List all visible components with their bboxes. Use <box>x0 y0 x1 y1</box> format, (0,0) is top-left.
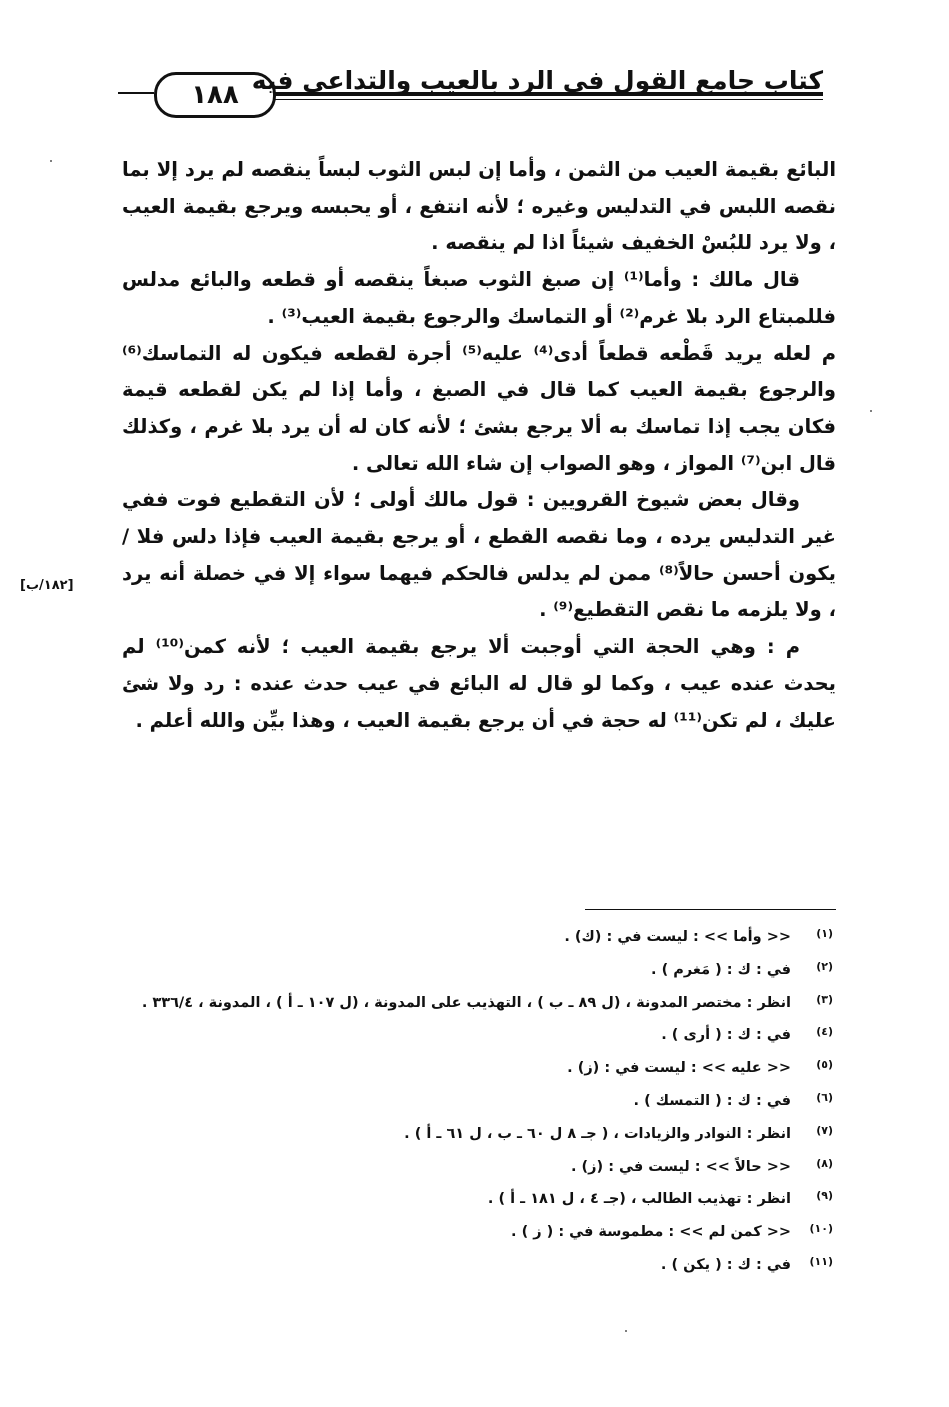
book-title: كتاب جامع القول في الرد بالعيب والتداعي فيه <box>251 66 823 95</box>
footnote <box>140 1085 833 1118</box>
paragraph: قال مالك : وأما⁽¹⁾ إن صبغ الثوب صبغاً ينقصه أو قطعه والبائع مدلس فللمبتاع الرد بلا غرم⁽²⁾ أو التماسك والرجوع بقيمة العيب⁽³⁾ . <box>122 268 836 328</box>
header-rule-left <box>118 92 154 94</box>
paragraph: البائع بقيمة العيب من الثمن ، وأما إن لبس الثوب لبساً ينقصه لم يرد إلا بما نقصه اللبس في التدليس وغيره ؛ لأنه انتفع ، أو يحبسه ويرجع بقيمة العيب ، ولا يرد للبُسْ الخفيف شيئاً اذا لم ينقصه . <box>122 158 836 255</box>
footnote <box>140 1118 833 1151</box>
footnote-number: (٤) <box>816 1025 833 1039</box>
paragraph: م : وهي الحجة التي أوجبت ألا يرجع بقيمة العيب ؛ لأنه كمن⁽¹⁰⁾ لم يحدث عنده عيب ، وكما لو قال له البائع في عيب حدث عنده : رد ولا شئ عليك ، لم تكن⁽¹¹⁾ له حجة في أن يرجع بقيمة العيب ، وهذا بيِّن والله أعلم . <box>122 635 836 732</box>
footnote-separator <box>585 909 836 910</box>
footnotes <box>140 921 833 1282</box>
footnote <box>140 954 833 987</box>
scan-speck <box>870 410 872 412</box>
footnote <box>140 1019 833 1052</box>
footnote-number: (٢) <box>816 959 833 973</box>
footnote-number: (٨) <box>816 1156 833 1170</box>
footnote <box>140 1183 833 1216</box>
manuscript-folio-note: [١٨٢/ب] <box>20 578 74 593</box>
footnote-text: << وأما >> : ليست في : (ك) . <box>564 929 791 945</box>
footnote <box>140 987 833 1020</box>
footnote-text: << عليه >> : ليست في : (ز) . <box>567 1060 791 1077</box>
paragraph: وقال بعض شيوخ القرويين : قول مالك أولى ؛ لأن التقطيع فوت ففي غير التدليس يرده ، وما نقصه القطع ، أو يرجع بقيمة العيب فإذا دلس فلا / يكون أحسن حالاً⁽⁸⁾ ممن لم يدلس فالحكم فيهما سواء إلا في خصلة أنه يرد ، ولا يلزمه ما نقص التقطيع⁽⁹⁾ . <box>122 488 836 622</box>
footnote <box>140 1249 833 1282</box>
footnote-number: (٦) <box>816 1090 833 1104</box>
header-rule-thin <box>236 99 823 100</box>
page-header <box>118 62 823 112</box>
footnote-text: انظر : النوادر والزيادات ، ( جـ ٨ ل ٦٠ ـ ب ، ل ٦١ ـ أ ) . <box>404 1125 791 1142</box>
footnote-text: << كمن لم >> : مطموسة في : ( ز ) . <box>511 1224 791 1241</box>
paragraph: م لعله يريد قَطْعه قطعاً أدى⁽⁴⁾ عليه⁽⁵⁾ أجرة لقطعه فيكون له التماسك⁽⁶⁾ والرجوع بقيمة العيب كما قال في الصبغ ، وأما إذا لم يكن لقطعه قيمة فكان يجب إذا تماسك به ألا يرجع بشئ ؛ لأنه كان له أن يرد بلا غرم ، وكذلك قال ابن⁽⁷⁾ المواز ، وهو الصواب إن شاء الله تعالى . <box>122 341 836 475</box>
footnote-number: (١٠) <box>809 1222 833 1236</box>
footnote <box>140 1052 833 1085</box>
main-text <box>122 152 836 739</box>
footnote-number: (٥) <box>816 1058 833 1072</box>
footnote <box>140 1151 833 1184</box>
page-number: ١٨٨ <box>154 72 276 118</box>
footnote-text: << حالاً >> : ليست في : (ز) . <box>570 1158 791 1175</box>
footnote-text: في : ك : ( التمسك ) . <box>633 1092 791 1109</box>
footnote-number: (٣) <box>816 992 833 1006</box>
footnote-number: (٩) <box>816 1189 833 1203</box>
footnote-text: انظر : مختصر المدونة ، (ل ٨٩ ـ ب ) ، التهذيب على المدونة ، (ل ١٠٧ ـ أ ) ، المدونة ، ٣٣٦/٤ . <box>141 994 791 1011</box>
footnote-text: في : ك : ( أرى ) . <box>661 1027 791 1044</box>
footnote-text: في : ك : ( مَغرم ) . <box>651 961 791 978</box>
footnote-number: (١) <box>816 927 833 940</box>
footnote-number: (٧) <box>816 1123 833 1137</box>
footnote <box>140 1216 833 1249</box>
scan-speck <box>625 1330 627 1332</box>
scan-speck <box>50 160 52 162</box>
footnote <box>140 921 833 954</box>
footnote-text: انظر : تهذيب الطالب ، (جـ ٤ ، ل ١٨١ ـ أ ) . <box>487 1191 791 1208</box>
footnote-number: (١١) <box>809 1254 833 1268</box>
footnote-text: في : ك : ( يكن ) . <box>660 1256 791 1273</box>
